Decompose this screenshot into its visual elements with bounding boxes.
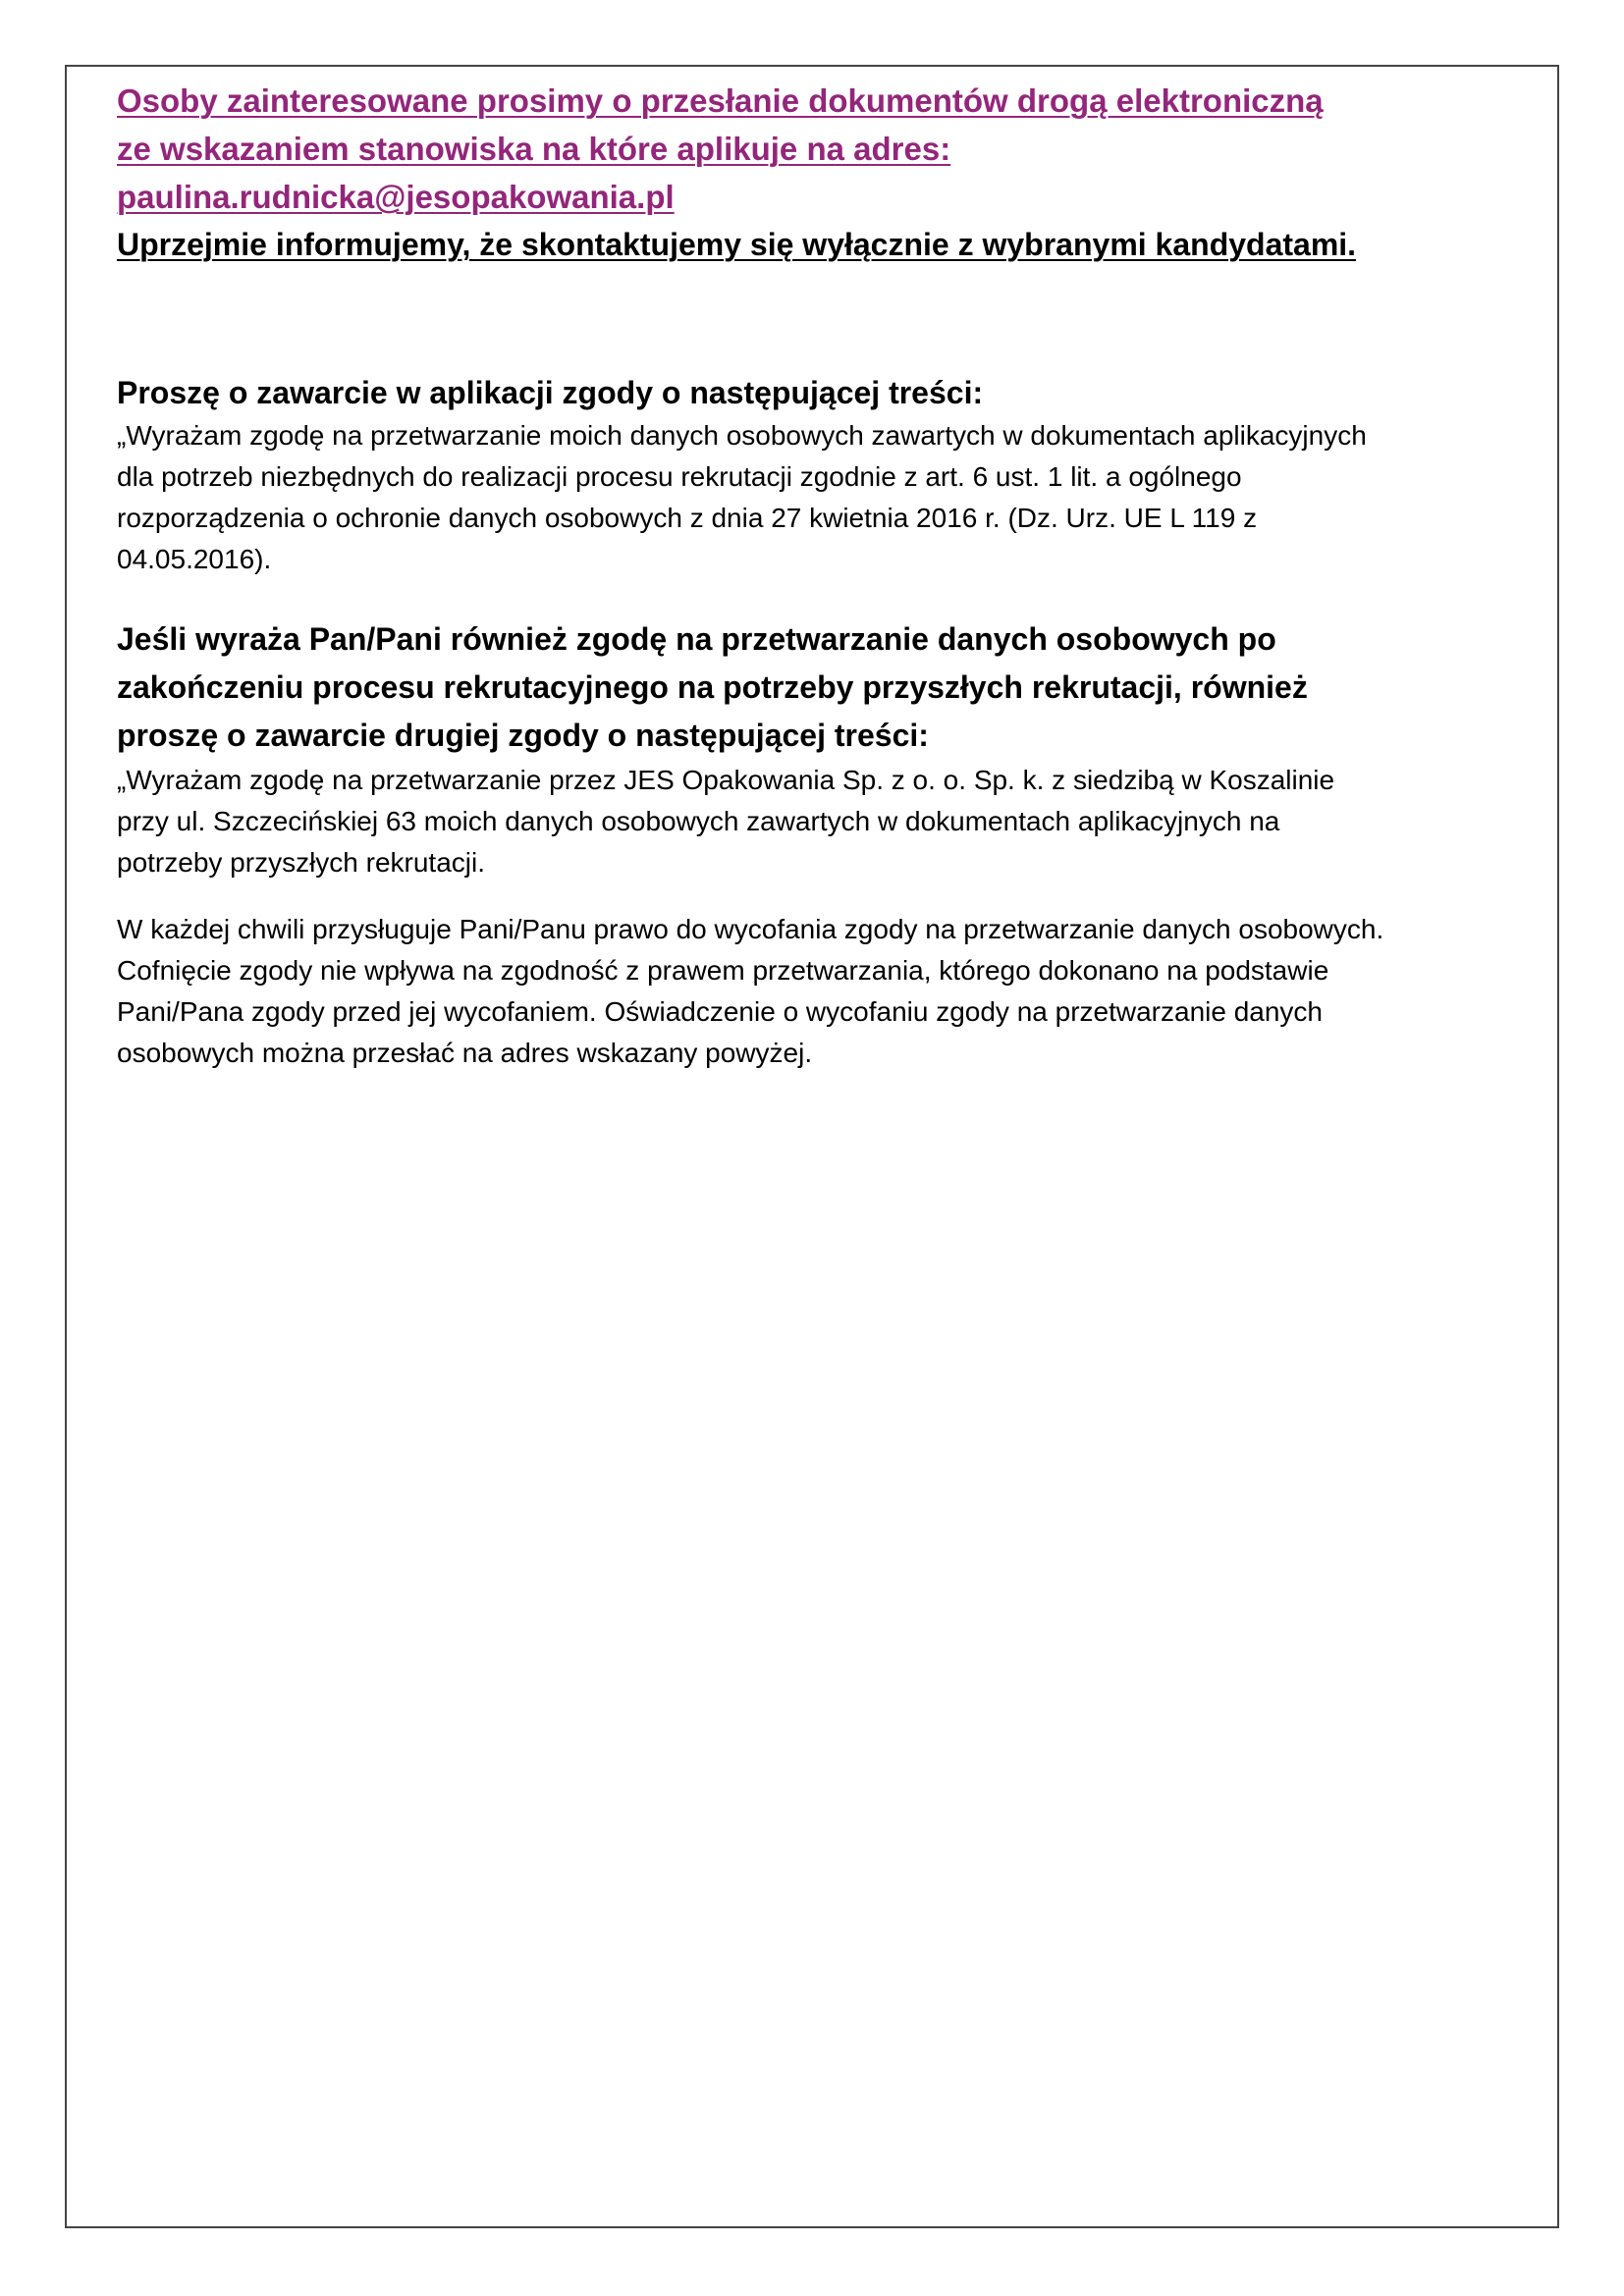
instructions-line-2: ze wskazaniem stanowiska na które aplikuje na adres:: [117, 131, 951, 167]
withdrawal-line: osobowych można przesłać na adres wskazany powyżej.: [117, 1038, 813, 1068]
application-instructions: [117, 77, 1521, 221]
consent-1-line: „Wyrażam zgodę na przetwarzanie moich danych osobowych zawartych w dokumentach aplikacyjnych: [117, 420, 1367, 451]
document-content: [117, 77, 1521, 1074]
consent-2-heading-line: zakończeniu procesu rekrutacyjnego na potrzeby przyszłych rekrutacji, również: [117, 669, 1308, 705]
instructions-line-1: Osoby zainteresowane prosimy o przesłanie dokumentów drogą elektroniczną: [117, 82, 1324, 119]
consent-2-line: potrzeby przyszłych rekrutacji.: [117, 847, 486, 878]
consent-1-line: dla potrzeb niezbędnych do realizacji procesu rekrutacji zgodnie z art. 6 ust. 1 lit. a ogólnego: [117, 461, 1242, 492]
consent-1-heading: Proszę o zawarcie w aplikacji zgody o następującej treści:: [117, 375, 984, 410]
contact-notice: Uprzejmie informujemy, że skontaktujemy się wyłącznie z wybranymi kandydatami.: [117, 227, 1357, 262]
consent-2-line: „Wyrażam zgodę na przetwarzanie przez JES Opakowania Sp. z o. o. Sp. k. z siedzibą w Koszalinie: [117, 765, 1335, 795]
withdrawal-line: Cofnięcie zgody nie wpływa na zgodność z prawem przetwarzania, którego dokonano na podstawie: [117, 955, 1329, 986]
consent-2-line: przy ul. Szczecińskiej 63 moich danych osobowych zawartych w dokumentach aplikacyjnych na: [117, 806, 1280, 836]
consent-2-heading-line: proszę o zawarcie drugiej zgody o następującej treści:: [117, 718, 929, 753]
withdrawal-section: [117, 909, 1521, 1074]
withdrawal-line: Pani/Pana zgody przed jej wycofaniem. Oświadczenie o wycofaniu zgody na przetwarzanie danych: [117, 996, 1324, 1027]
consent-2-heading-line: Jeśli wyraża Pan/Pani również zgodę na przetwarzanie danych osobowych po: [117, 621, 1276, 657]
consent-section-2: [117, 615, 1521, 883]
withdrawal-line: W każdej chwili przysługuje Pani/Panu prawo do wycofania zgody na przetwarzanie danych osobowych.: [117, 914, 1384, 944]
consent-1-line: rozporządzenia o ochronie danych osobowych z dnia 27 kwietnia 2016 r. (Dz. Urz. UE L 119 z: [117, 503, 1258, 533]
email-link[interactable]: paulina.rudnicka@jesopakowania.pl: [117, 179, 675, 215]
consent-1-line: 04.05.2016).: [117, 544, 272, 574]
consent-section-1: [117, 370, 1521, 580]
